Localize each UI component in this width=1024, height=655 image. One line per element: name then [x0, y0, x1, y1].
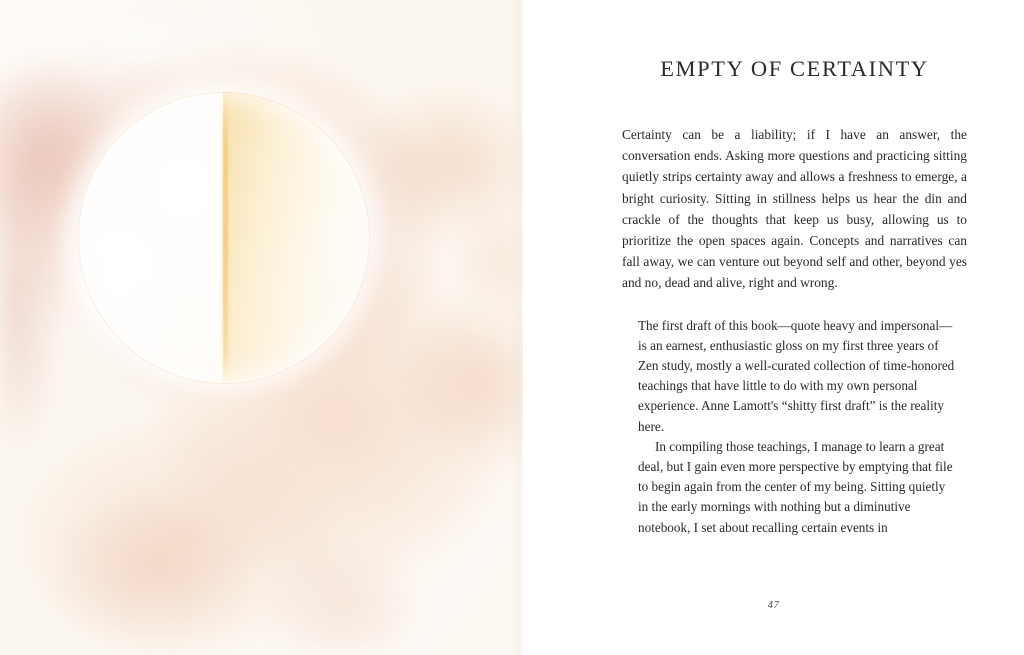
right-page-text — [523, 0, 1024, 655]
page-gutter — [509, 0, 523, 655]
chapter-title: EMPTY OF CERTAINTY — [660, 56, 929, 81]
text-column — [622, 56, 967, 538]
body-paragraph: Certainty can be a liability; if I have an answer, the conversation ends. Asking more questions and practicing sitting quietly strips certainty away and allows a freshness to emerge, a bright curiosity. Sitting in stillness helps us hear the din and crackle of the thoughts that keep us busy, allowing us to prioritize the open spaces again. Concepts and narratives can fall away, we can venture out beyond self and other, beyond yes and no, dead and alive, right and wrong. — [622, 127, 967, 291]
block-quote-paragraph: In compiling those teachings, I manage to learn a great deal, but I gain even more perspective by emptying that file to begin again from the center of my being. Sitting quietly in the early mornings with nothing but a diminutive notebook, I set about recalling certain events in — [638, 438, 953, 535]
page-footer — [523, 600, 1024, 611]
page-number: 47 — [767, 600, 780, 611]
moon-rim — [78, 92, 370, 384]
block-quote — [638, 316, 956, 538]
block-quote-paragraph: The first draft of this book—quote heavy and impersonal—is an earnest, enthusiastic gloss on my first three years of Zen study, mostly a well-curated collection of time-honored teachings that have little to do with my own personal experience. Anne Lamott's “shitty first draft” is the reality here. — [638, 317, 955, 434]
